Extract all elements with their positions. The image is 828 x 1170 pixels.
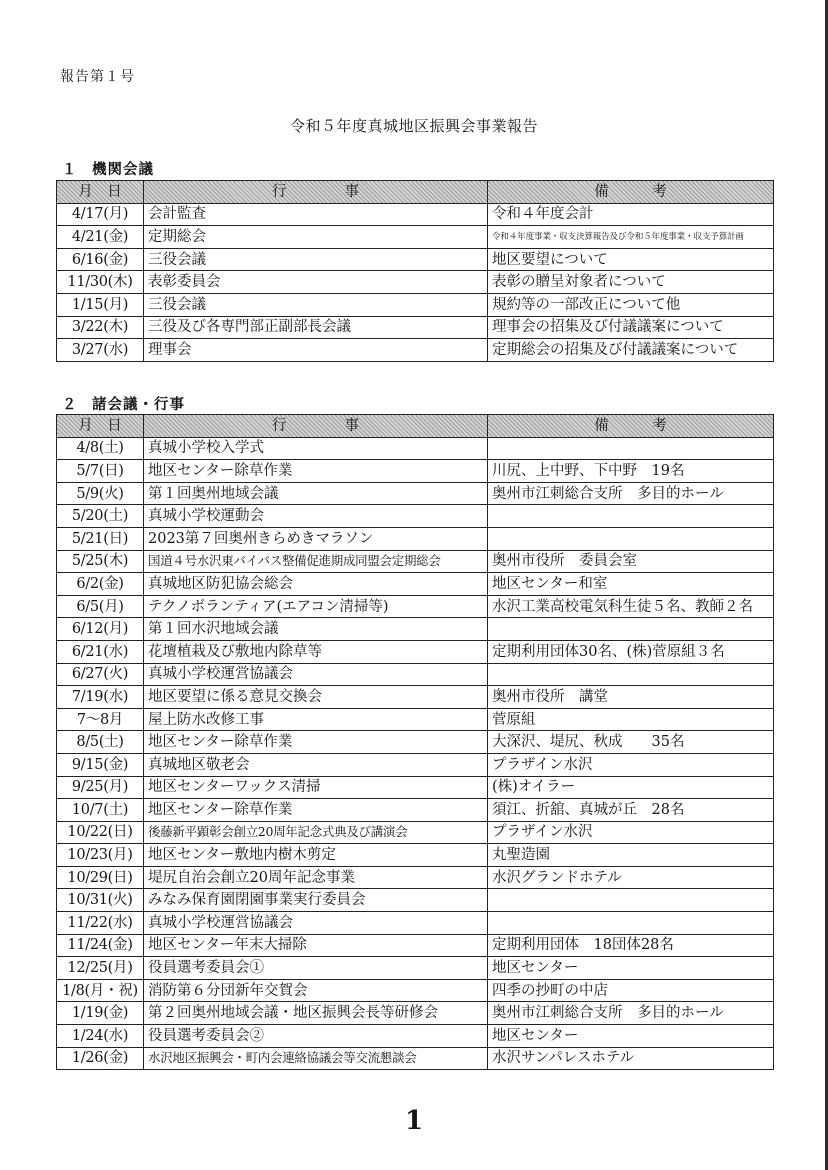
event-cell: 理事会	[144, 339, 488, 362]
note-cell: 規約等の一部改正について他	[488, 293, 774, 316]
event-cell: 消防第６分団新年交賀会	[144, 979, 488, 1002]
event-cell: 後藤新平顕彰会創立20周年記念式典及び講演会	[144, 821, 488, 844]
table-row	[57, 934, 774, 957]
table-row	[57, 640, 774, 663]
column-header-date: 月 日	[57, 415, 144, 438]
table-row	[57, 316, 774, 339]
page-number: 1	[404, 1106, 424, 1136]
event-cell: 三役会議	[144, 248, 488, 271]
date-cell: 12/25(月)	[57, 957, 144, 980]
event-cell: 国道４号水沢東バイパス整備促進期成同盟会定期総会	[144, 550, 488, 573]
table-row	[57, 1025, 774, 1048]
event-cell: 地区センター除草作業	[144, 799, 488, 822]
event-cell: 三役及び各専門部正副部長会議	[144, 316, 488, 339]
note-cell: 奥州市役所 委員会室	[488, 550, 774, 573]
date-cell: 1/15(月)	[57, 293, 144, 316]
note-cell: 四季の抄町の中店	[488, 979, 774, 1002]
meetings-events-table	[56, 414, 774, 1070]
column-header-event: 行 事	[144, 415, 488, 438]
date-cell: 5/25(木)	[57, 550, 144, 573]
note-cell	[488, 663, 774, 686]
column-header-event: 行 事	[144, 181, 488, 204]
document-title: 令和５年度真城地区振興会事業報告	[289, 117, 538, 135]
table-row	[57, 460, 774, 483]
table-header-row	[57, 415, 774, 438]
note-cell	[488, 912, 774, 935]
section-2-title: 諸会議・行事	[92, 397, 185, 413]
note-cell: 表彰の贈呈対象者について	[488, 271, 774, 294]
note-cell	[488, 618, 774, 641]
table-row	[57, 339, 774, 362]
event-cell: 地区要望に係る意見交換会	[144, 686, 488, 709]
date-cell: 6/21(水)	[57, 640, 144, 663]
table-row	[57, 437, 774, 460]
date-cell: 7～8月	[57, 708, 144, 731]
table-row	[57, 248, 774, 271]
table-row	[57, 708, 774, 731]
note-cell: 令和４年度事業・収支決算報告及び令和５年度事業・収支予算計画	[488, 226, 774, 249]
date-cell: 1/8(月・祝)	[57, 979, 144, 1002]
column-header-note: 備 考	[488, 415, 774, 438]
event-cell: 真城小学校運営協議会	[144, 912, 488, 935]
table-row	[57, 293, 774, 316]
event-cell: みなみ保育園閉園事業実行委員会	[144, 889, 488, 912]
note-cell: 令和４年度会計	[488, 203, 774, 226]
note-cell: 水沢工業高校電気科生徒５名、教師２名	[488, 595, 774, 618]
event-cell: 屋上防水改修工事	[144, 708, 488, 731]
event-cell: 水沢地区振興会・町内会連絡協議会等交流懇談会	[144, 1047, 488, 1070]
table-row	[57, 505, 774, 528]
note-cell: 理事会の招集及び付議議案について	[488, 316, 774, 339]
table-row	[57, 203, 774, 226]
note-cell: 菅原組	[488, 708, 774, 731]
table-row	[57, 979, 774, 1002]
event-cell: 会計監査	[144, 203, 488, 226]
organization-meetings-table	[56, 180, 774, 362]
note-cell: 地区要望について	[488, 248, 774, 271]
note-cell: プラザイン水沢	[488, 821, 774, 844]
table-row	[57, 866, 774, 889]
event-cell: 堤尻自治会創立20周年記念事業	[144, 866, 488, 889]
note-cell: 奥州市江刺総合支所 多目的ホール	[488, 1002, 774, 1025]
date-cell: 10/29(日)	[57, 866, 144, 889]
note-cell	[488, 437, 774, 460]
table-row	[57, 226, 774, 249]
event-cell: 真城小学校運営協議会	[144, 663, 488, 686]
table-row	[57, 618, 774, 641]
date-cell: 10/7(土)	[57, 799, 144, 822]
column-header-date: 月 日	[57, 181, 144, 204]
date-cell: 6/2(金)	[57, 573, 144, 596]
event-cell: 花壇植栽及び敷地内除草等	[144, 640, 488, 663]
event-cell: テクノボランティア(エアコン清掃等)	[144, 595, 488, 618]
table-row	[57, 912, 774, 935]
event-cell: 第２回奥州地域会議・地区振興会長等研修会	[144, 1002, 488, 1025]
event-cell: 第１回水沢地域会議	[144, 618, 488, 641]
table-row	[57, 1047, 774, 1070]
date-cell: 5/7(日)	[57, 460, 144, 483]
date-cell: 3/22(木)	[57, 316, 144, 339]
event-cell: 真城地区防犯協会総会	[144, 573, 488, 596]
table-row	[57, 595, 774, 618]
table-row	[57, 1002, 774, 1025]
event-cell: 役員選考委員会①	[144, 957, 488, 980]
table-row	[57, 776, 774, 799]
date-cell: 1/26(金)	[57, 1047, 144, 1070]
note-cell: プラザイン水沢	[488, 753, 774, 776]
event-cell: 2023第７回奥州きらめきマラソン	[144, 527, 488, 550]
date-cell: 10/22(日)	[57, 821, 144, 844]
table-header-row	[57, 181, 774, 204]
note-cell: 定期利用団体30名、(株)菅原組３名	[488, 640, 774, 663]
column-header-note: 備 考	[488, 181, 774, 204]
date-cell: 6/16(金)	[57, 248, 144, 271]
note-cell	[488, 505, 774, 528]
report-number-label: 報告第１号	[60, 69, 135, 85]
note-cell: 地区センター和室	[488, 573, 774, 596]
note-cell: 水沢グランドホテル	[488, 866, 774, 889]
date-cell: 7/19(水)	[57, 686, 144, 709]
event-cell: 真城小学校入学式	[144, 437, 488, 460]
date-cell: 9/25(月)	[57, 776, 144, 799]
note-cell: 奥州市江刺総合支所 多目的ホール	[488, 482, 774, 505]
note-cell	[488, 527, 774, 550]
date-cell: 11/30(木)	[57, 271, 144, 294]
date-cell: 4/8(土)	[57, 437, 144, 460]
date-cell: 6/27(火)	[57, 663, 144, 686]
table-row	[57, 482, 774, 505]
section-2-number: ２	[62, 397, 78, 413]
table-row	[57, 550, 774, 573]
date-cell: 6/5(月)	[57, 595, 144, 618]
date-cell: 5/9(火)	[57, 482, 144, 505]
table-row	[57, 957, 774, 980]
note-cell: 地区センター	[488, 957, 774, 980]
date-cell: 10/23(月)	[57, 844, 144, 867]
table-row	[57, 271, 774, 294]
note-cell: (株)オイラー	[488, 776, 774, 799]
date-cell: 9/15(金)	[57, 753, 144, 776]
date-cell: 4/21(金)	[57, 226, 144, 249]
note-cell: 丸聖造園	[488, 844, 774, 867]
date-cell: 11/24(金)	[57, 934, 144, 957]
event-cell: 真城小学校運動会	[144, 505, 488, 528]
date-cell: 8/5(土)	[57, 731, 144, 754]
date-cell: 11/22(水)	[57, 912, 144, 935]
table-row	[57, 686, 774, 709]
event-cell: 地区センター年末大掃除	[144, 934, 488, 957]
note-cell: 大深沢、堤尻、秋成 35名	[488, 731, 774, 754]
event-cell: 第１回奥州地域会議	[144, 482, 488, 505]
note-cell: 須江、折舘、真城が丘 28名	[488, 799, 774, 822]
table-row	[57, 731, 774, 754]
note-cell: 地区センター	[488, 1025, 774, 1048]
table-row	[57, 821, 774, 844]
section-1-heading	[62, 158, 154, 179]
note-cell	[488, 889, 774, 912]
date-cell: 10/31(火)	[57, 889, 144, 912]
table-row	[57, 844, 774, 867]
date-cell: 4/17(月)	[57, 203, 144, 226]
event-cell: 三役会議	[144, 293, 488, 316]
event-cell: 地区センター敷地内樹木剪定	[144, 844, 488, 867]
note-cell: 定期利用団体 18団体28名	[488, 934, 774, 957]
date-cell: 3/27(水)	[57, 339, 144, 362]
date-cell: 6/12(月)	[57, 618, 144, 641]
table-row	[57, 663, 774, 686]
date-cell: 5/21(日)	[57, 527, 144, 550]
event-cell: 定期総会	[144, 226, 488, 249]
section-1-number: １	[62, 162, 78, 178]
event-cell: 地区センター除草作業	[144, 731, 488, 754]
event-cell: 役員選考委員会②	[144, 1025, 488, 1048]
table-row	[57, 573, 774, 596]
section-1-title: 機関会議	[92, 162, 154, 178]
table-row	[57, 889, 774, 912]
table-row	[57, 799, 774, 822]
note-cell: 奥州市役所 講堂	[488, 686, 774, 709]
table-row	[57, 527, 774, 550]
event-cell: 地区センターワックス清掃	[144, 776, 488, 799]
note-cell: 定期総会の招集及び付議議案について	[488, 339, 774, 362]
section-2-heading	[62, 393, 185, 414]
date-cell: 1/19(金)	[57, 1002, 144, 1025]
note-cell: 川尻、上中野、下中野 19名	[488, 460, 774, 483]
event-cell: 地区センター除草作業	[144, 460, 488, 483]
table-row	[57, 753, 774, 776]
date-cell: 5/20(土)	[57, 505, 144, 528]
date-cell: 1/24(水)	[57, 1025, 144, 1048]
note-cell: 水沢サンパレスホテル	[488, 1047, 774, 1070]
event-cell: 真城地区敬老会	[144, 753, 488, 776]
event-cell: 表彰委員会	[144, 271, 488, 294]
